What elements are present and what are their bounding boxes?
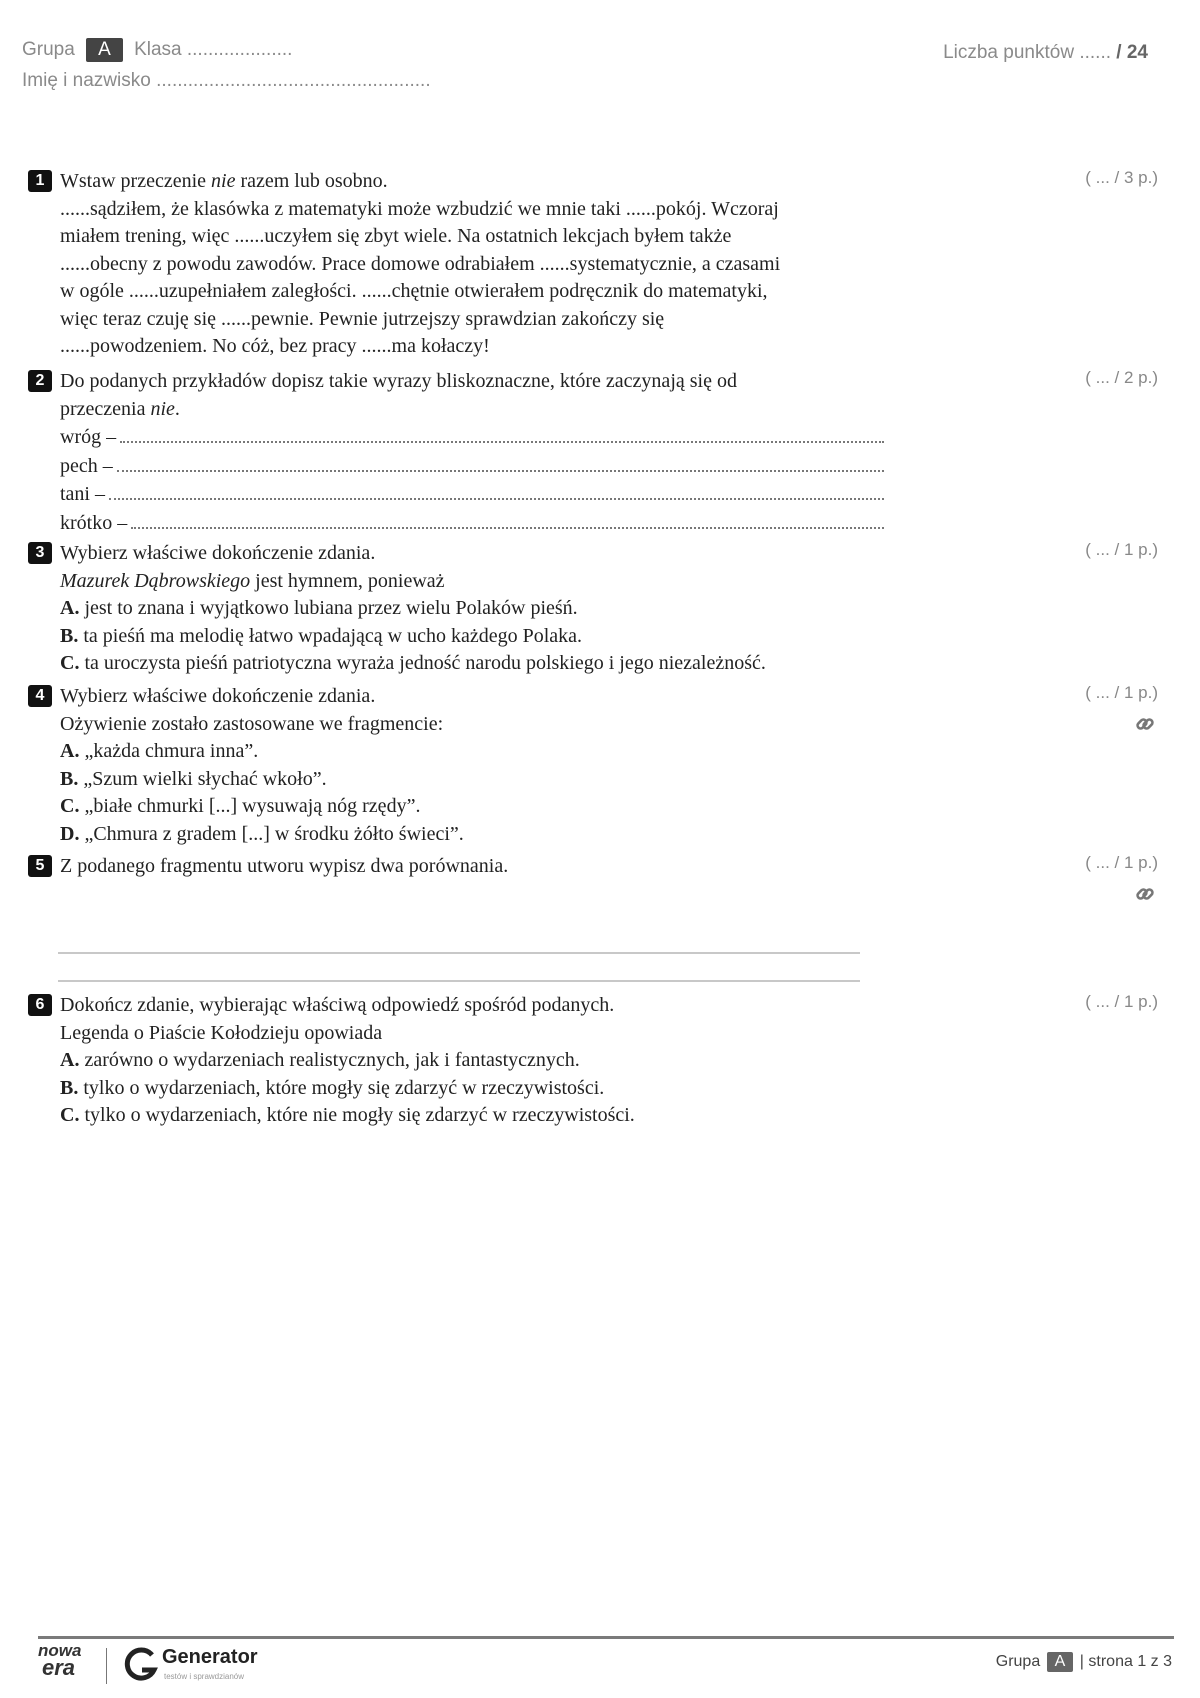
generator-g-icon (122, 1646, 158, 1689)
answer-blank[interactable] (120, 423, 884, 443)
task-text-line: ......powodzeniem. No cóż, bez pracy ......ma kołaczy! (60, 335, 490, 357)
task-score: ( ... / 1 p.) (1085, 853, 1158, 872)
footer-logo (38, 1642, 278, 1692)
task-number: 2 (28, 370, 52, 392)
answer-option[interactable]: C. ta uroczysta pieśń patriotyczna wyraża jedność narodu polskiego i jego niezależność. (60, 652, 766, 674)
answer-option[interactable]: B. „Szum wielki słychać wkoło”. (60, 767, 327, 790)
task-instruction: Wybierz właściwe dokończenie zdania. (60, 685, 376, 707)
task-stem: Mazurek Dąbrowskiego jest hymnem, ponieważ (60, 569, 445, 592)
task-2 (28, 368, 1158, 537)
answer-option[interactable]: C. „białe chmurki [...] wysuwają nóg rzędy”. (60, 795, 421, 817)
task-score: ( ... / 1 p.) (1085, 540, 1158, 559)
task-5 (28, 853, 1158, 881)
group-label: Grupa (22, 39, 75, 60)
class-label: Klasa (134, 39, 182, 60)
answer-option[interactable]: A. zarówno o wydarzeniach realistycznych, jak i fantastycznych. (60, 1049, 580, 1071)
task-number: 4 (28, 685, 52, 707)
task-number: 6 (28, 994, 52, 1016)
footer-group-badge: A (1047, 1652, 1074, 1672)
answer-option[interactable]: D. „Chmura z gradem [...] w środku żółto świeci”. (60, 822, 464, 845)
task-3 (28, 540, 1158, 678)
answer-line[interactable] (58, 980, 860, 982)
answer-row: pech – (60, 452, 884, 481)
footer-group-label: Grupa (995, 1653, 1041, 1670)
points-blank[interactable]: ...... (1079, 42, 1112, 63)
task-text-line: więc teraz czuję się ......pewnie. Pewnie jutrzejszy sprawdzian zakończy się (60, 307, 665, 330)
answer-option[interactable]: B. tylko o wydarzeniach, które mogły się zdarzyć w rzeczywistości. (60, 1076, 605, 1099)
logo-generator: Generator (162, 1646, 258, 1668)
answer-row: krótko – (60, 509, 884, 538)
attachment-link-icon[interactable] (1134, 883, 1156, 910)
answer-blank[interactable] (109, 480, 884, 500)
name-blank[interactable]: .................................................... (156, 70, 431, 91)
logo-tagline: testów i sprawdzianów (164, 1672, 245, 1681)
logo-era: era (42, 1655, 76, 1680)
task-4 (28, 683, 1158, 848)
attachment-link-icon[interactable] (1134, 713, 1156, 740)
logo-nowa: nowa (38, 1641, 82, 1660)
task-instruction: Do podanych przykładów dopisz takie wyrazy bliskoznaczne, które zaczynają się od (60, 370, 737, 392)
task-instruction: Wstaw przeczenie nie razem lub osobno. (60, 170, 388, 192)
class-blank[interactable]: .................... (186, 39, 293, 60)
answer-option[interactable]: B. ta pieśń ma melodię łatwo wpadającą w ucho każdego Polaka. (60, 624, 583, 647)
task-instruction: Z podanego fragmentu utworu wypisz dwa porównania. (60, 855, 509, 877)
task-number: 3 (28, 542, 52, 564)
footer-page-number: | strona 1 z 3 (1079, 1653, 1172, 1670)
answer-option[interactable]: A. „każda chmura inna”. (60, 740, 259, 762)
task-instruction: Dokończ zdanie, wybierając właściwą odpowiedź spośród podanych. (60, 994, 615, 1016)
task-instruction: Wybierz właściwe dokończenie zdania. (60, 542, 376, 564)
task-text-line: w ogóle ......uzupełniałem zaległości. ......chętnie otwierałem podręcznik do matematyki, (60, 280, 768, 302)
task-number: 1 (28, 170, 52, 192)
group-badge: A (86, 38, 123, 62)
task-text-line: miałem trening, więc ......uczyłem się zbyt wiele. Na ostatnich lekcjach byłem także (60, 225, 732, 247)
answer-blank[interactable] (117, 452, 884, 472)
task-score: ( ... / 2 p.) (1085, 368, 1158, 387)
task-6 (28, 992, 1158, 1130)
task-number: 5 (28, 855, 52, 877)
points-total: / 24 (1116, 42, 1148, 63)
name-label: Imię i nazwisko (22, 70, 151, 91)
task-score: ( ... / 1 p.) (1085, 683, 1158, 702)
logo-divider (106, 1648, 107, 1684)
task-text-line: ......sądziłem, że klasówka z matematyki może wzbudzić we mnie taki ......pokój. Wczoraj (60, 197, 779, 220)
answer-option[interactable]: C. tylko o wydarzeniach, które nie mogły się zdarzyć w rzeczywistości. (60, 1104, 635, 1126)
task-score: ( ... / 3 p.) (1085, 168, 1158, 187)
task-stem: Ożywienie zostało zastosowane we fragmencie: (60, 712, 444, 735)
answer-option[interactable]: A. jest to znana i wyjątkowo lubiana przez wielu Polaków pieśń. (60, 597, 578, 619)
task-text-line: ......obecny z powodu zawodów. Prace domowe odrabiałem ......systematycznie, a czasami (60, 252, 781, 275)
answer-line[interactable] (58, 952, 860, 954)
task-score: ( ... / 1 p.) (1085, 992, 1158, 1011)
header-points (943, 42, 1148, 64)
footer-rule (38, 1636, 1174, 1639)
task-instruction-cont: przeczenia nie. (60, 397, 180, 420)
answer-row: tani – (60, 480, 884, 509)
footer-page-info (996, 1652, 1172, 1672)
task-1 (28, 168, 1158, 361)
answer-row: wróg – (60, 423, 884, 452)
header-group-row (22, 38, 292, 62)
answer-blank[interactable] (131, 509, 884, 529)
task-stem: Legenda o Piaście Kołodzieju opowiada (60, 1021, 383, 1044)
points-label: Liczba punktów (943, 42, 1075, 63)
header-name-row (22, 70, 431, 92)
